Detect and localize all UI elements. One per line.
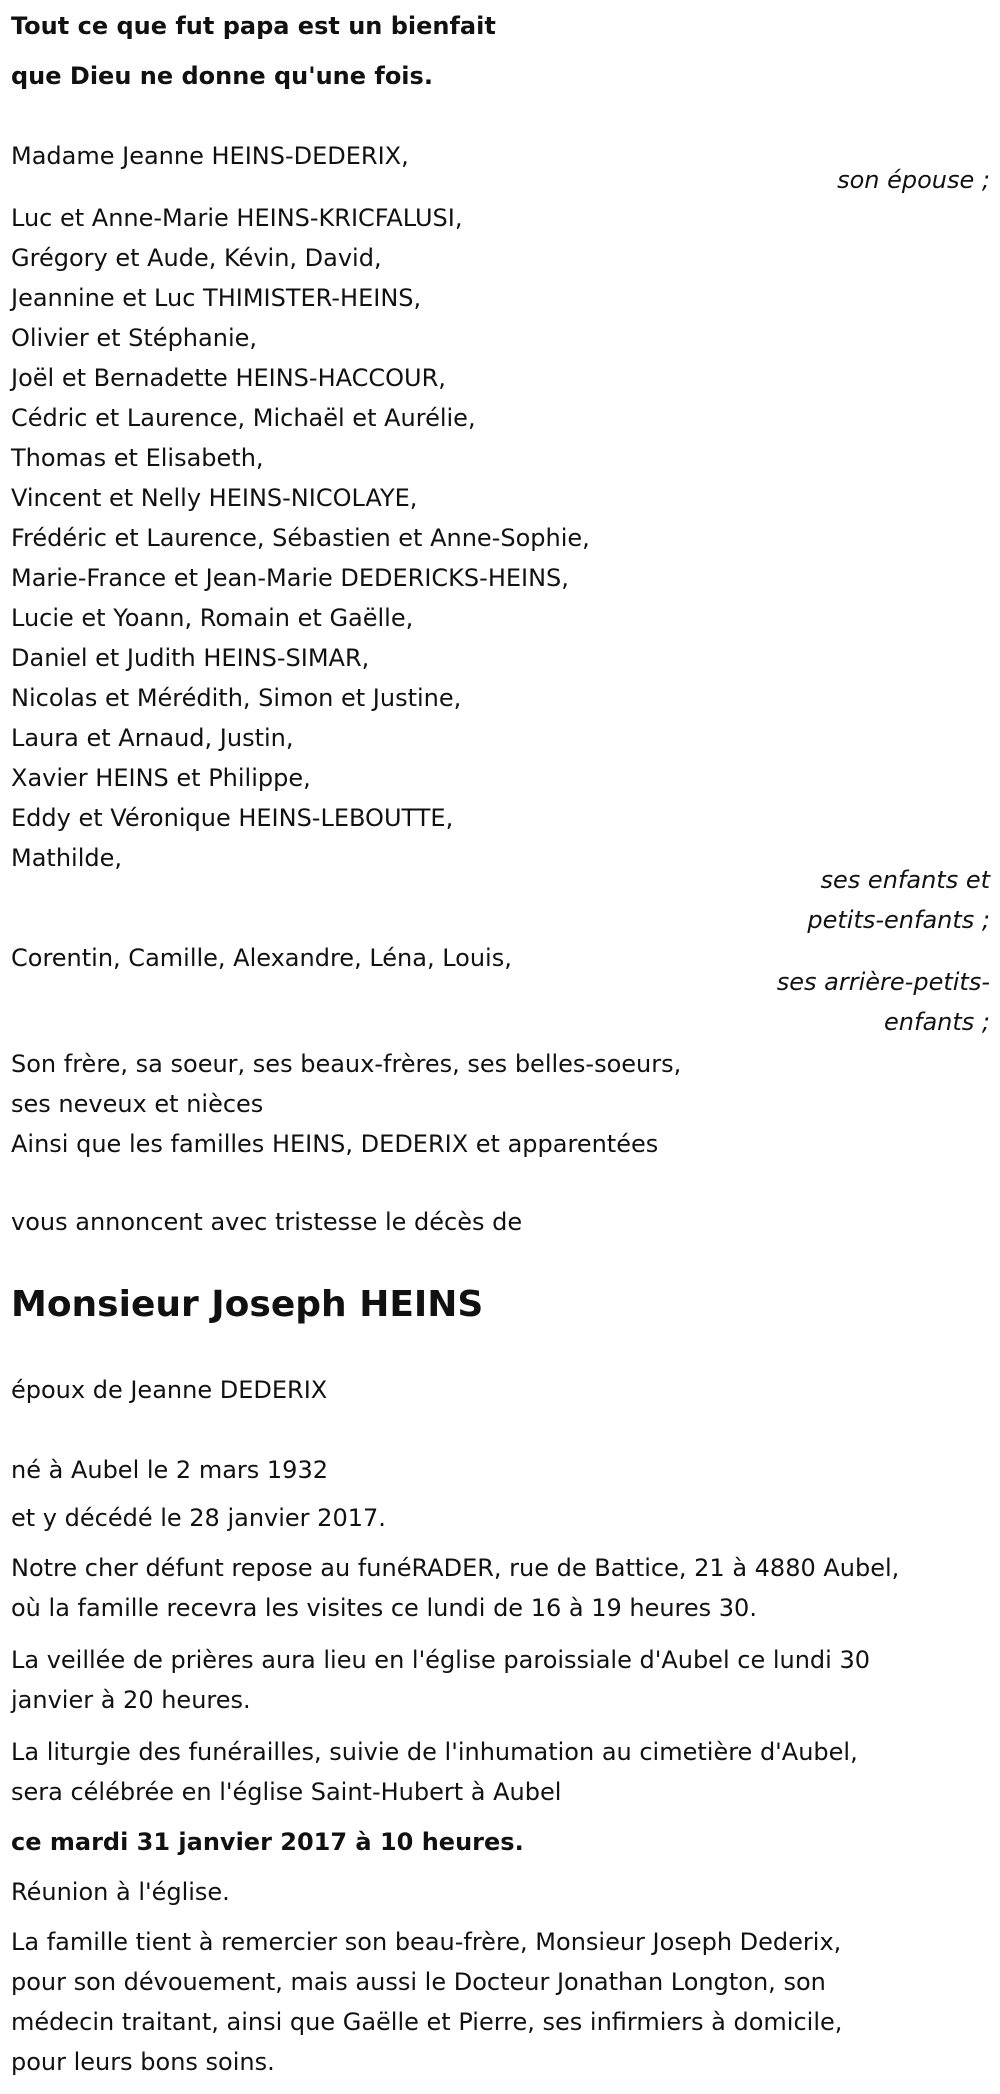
vigil-info-line: janvier à 20 heures. <box>11 1686 251 1714</box>
death-info: et y décédé le 28 janvier 2017. <box>11 1504 386 1532</box>
epigraph-line: que Dieu ne donne qu'une fois. <box>11 62 433 90</box>
family-member-line: Mathilde, <box>11 844 122 872</box>
children-relation: ses enfants et <box>820 866 990 894</box>
spouse-relation: son épouse ; <box>837 166 990 194</box>
family-member-line: Marie-France et Jean-Marie DEDERICKS-HEINS, <box>11 564 569 592</box>
family-member-line: Nicolas et Mérédith, Simon et Justine, <box>11 684 462 712</box>
great-grandchildren-relation: ses arrière-petits- <box>776 968 990 996</box>
spouse-of: époux de Jeanne DEDERIX <box>11 1376 328 1404</box>
extended-family-line: Ainsi que les familles HEINS, DEDERIX et apparentées <box>11 1130 659 1158</box>
thanks-line: pour leurs bons soins. <box>11 2048 275 2076</box>
ceremony-date: ce mardi 31 janvier 2017 à 10 heures. <box>11 1828 524 1856</box>
family-member-line: Frédéric et Laurence, Sébastien et Anne-Sophie, <box>11 524 590 552</box>
spouse-name: Madame Jeanne HEINS-DEDERIX, <box>11 142 409 170</box>
family-member-line: Joël et Bernadette HEINS-HACCOUR, <box>11 364 446 392</box>
liturgy-info-line: La liturgie des funérailles, suivie de l'inhumation au cimetière d'Aubel, <box>11 1738 858 1766</box>
family-member-line: Luc et Anne-Marie HEINS-KRICFALUSI, <box>11 204 463 232</box>
family-member-line: Cédric et Laurence, Michaël et Aurélie, <box>11 404 476 432</box>
deceased-name: Monsieur Joseph HEINS <box>11 1284 484 1325</box>
great-grandchildren-line: Corentin, Camille, Alexandre, Léna, Louis, <box>11 944 512 972</box>
announcement-text: vous annoncent avec tristesse le décès de <box>11 1208 523 1236</box>
extended-family-line: ses neveux et nièces <box>11 1090 264 1118</box>
family-member-line: Daniel et Judith HEINS-SIMAR, <box>11 644 370 672</box>
family-member-line: Thomas et Elisabeth, <box>11 444 264 472</box>
liturgy-info-line: sera célébrée en l'église Saint-Hubert à Aubel <box>11 1778 562 1806</box>
children-relation: petits-enfants ; <box>807 906 990 934</box>
family-member-line: Vincent et Nelly HEINS-NICOLAYE, <box>11 484 418 512</box>
family-member-line: Lucie et Yoann, Romain et Gaëlle, <box>11 604 414 632</box>
thanks-line: La famille tient à remercier son beau-frère, Monsieur Joseph Dederix, <box>11 1928 842 1956</box>
family-member-line: Jeannine et Luc THIMISTER-HEINS, <box>11 284 422 312</box>
family-member-line: Eddy et Véronique HEINS-LEBOUTTE, <box>11 804 454 832</box>
family-member-line: Laura et Arnaud, Justin, <box>11 724 294 752</box>
meeting-info: Réunion à l'église. <box>11 1878 230 1906</box>
family-member-line: Grégory et Aude, Kévin, David, <box>11 244 382 272</box>
epigraph-line: Tout ce que fut papa est un bienfait <box>11 12 496 40</box>
family-member-line: Olivier et Stéphanie, <box>11 324 257 352</box>
family-member-line: Xavier HEINS et Philippe, <box>11 764 311 792</box>
vigil-info-line: La veillée de prières aura lieu en l'église paroissiale d'Aubel ce lundi 30 <box>11 1646 870 1674</box>
extended-family-line: Son frère, sa soeur, ses beaux-frères, ses belles-soeurs, <box>11 1050 682 1078</box>
rest-info-line: où la famille recevra les visites ce lundi de 16 à 19 heures 30. <box>11 1594 757 1622</box>
great-grandchildren-relation: enfants ; <box>884 1008 990 1036</box>
thanks-line: médecin traitant, ainsi que Gaëlle et Pierre, ses infirmiers à domicile, <box>11 2008 843 2036</box>
thanks-line: pour son dévouement, mais aussi le Docteur Jonathan Longton, son <box>11 1968 826 1996</box>
rest-info-line: Notre cher défunt repose au funéRADER, rue de Battice, 21 à 4880 Aubel, <box>11 1554 900 1582</box>
birth-info: né à Aubel le 2 mars 1932 <box>11 1456 328 1484</box>
